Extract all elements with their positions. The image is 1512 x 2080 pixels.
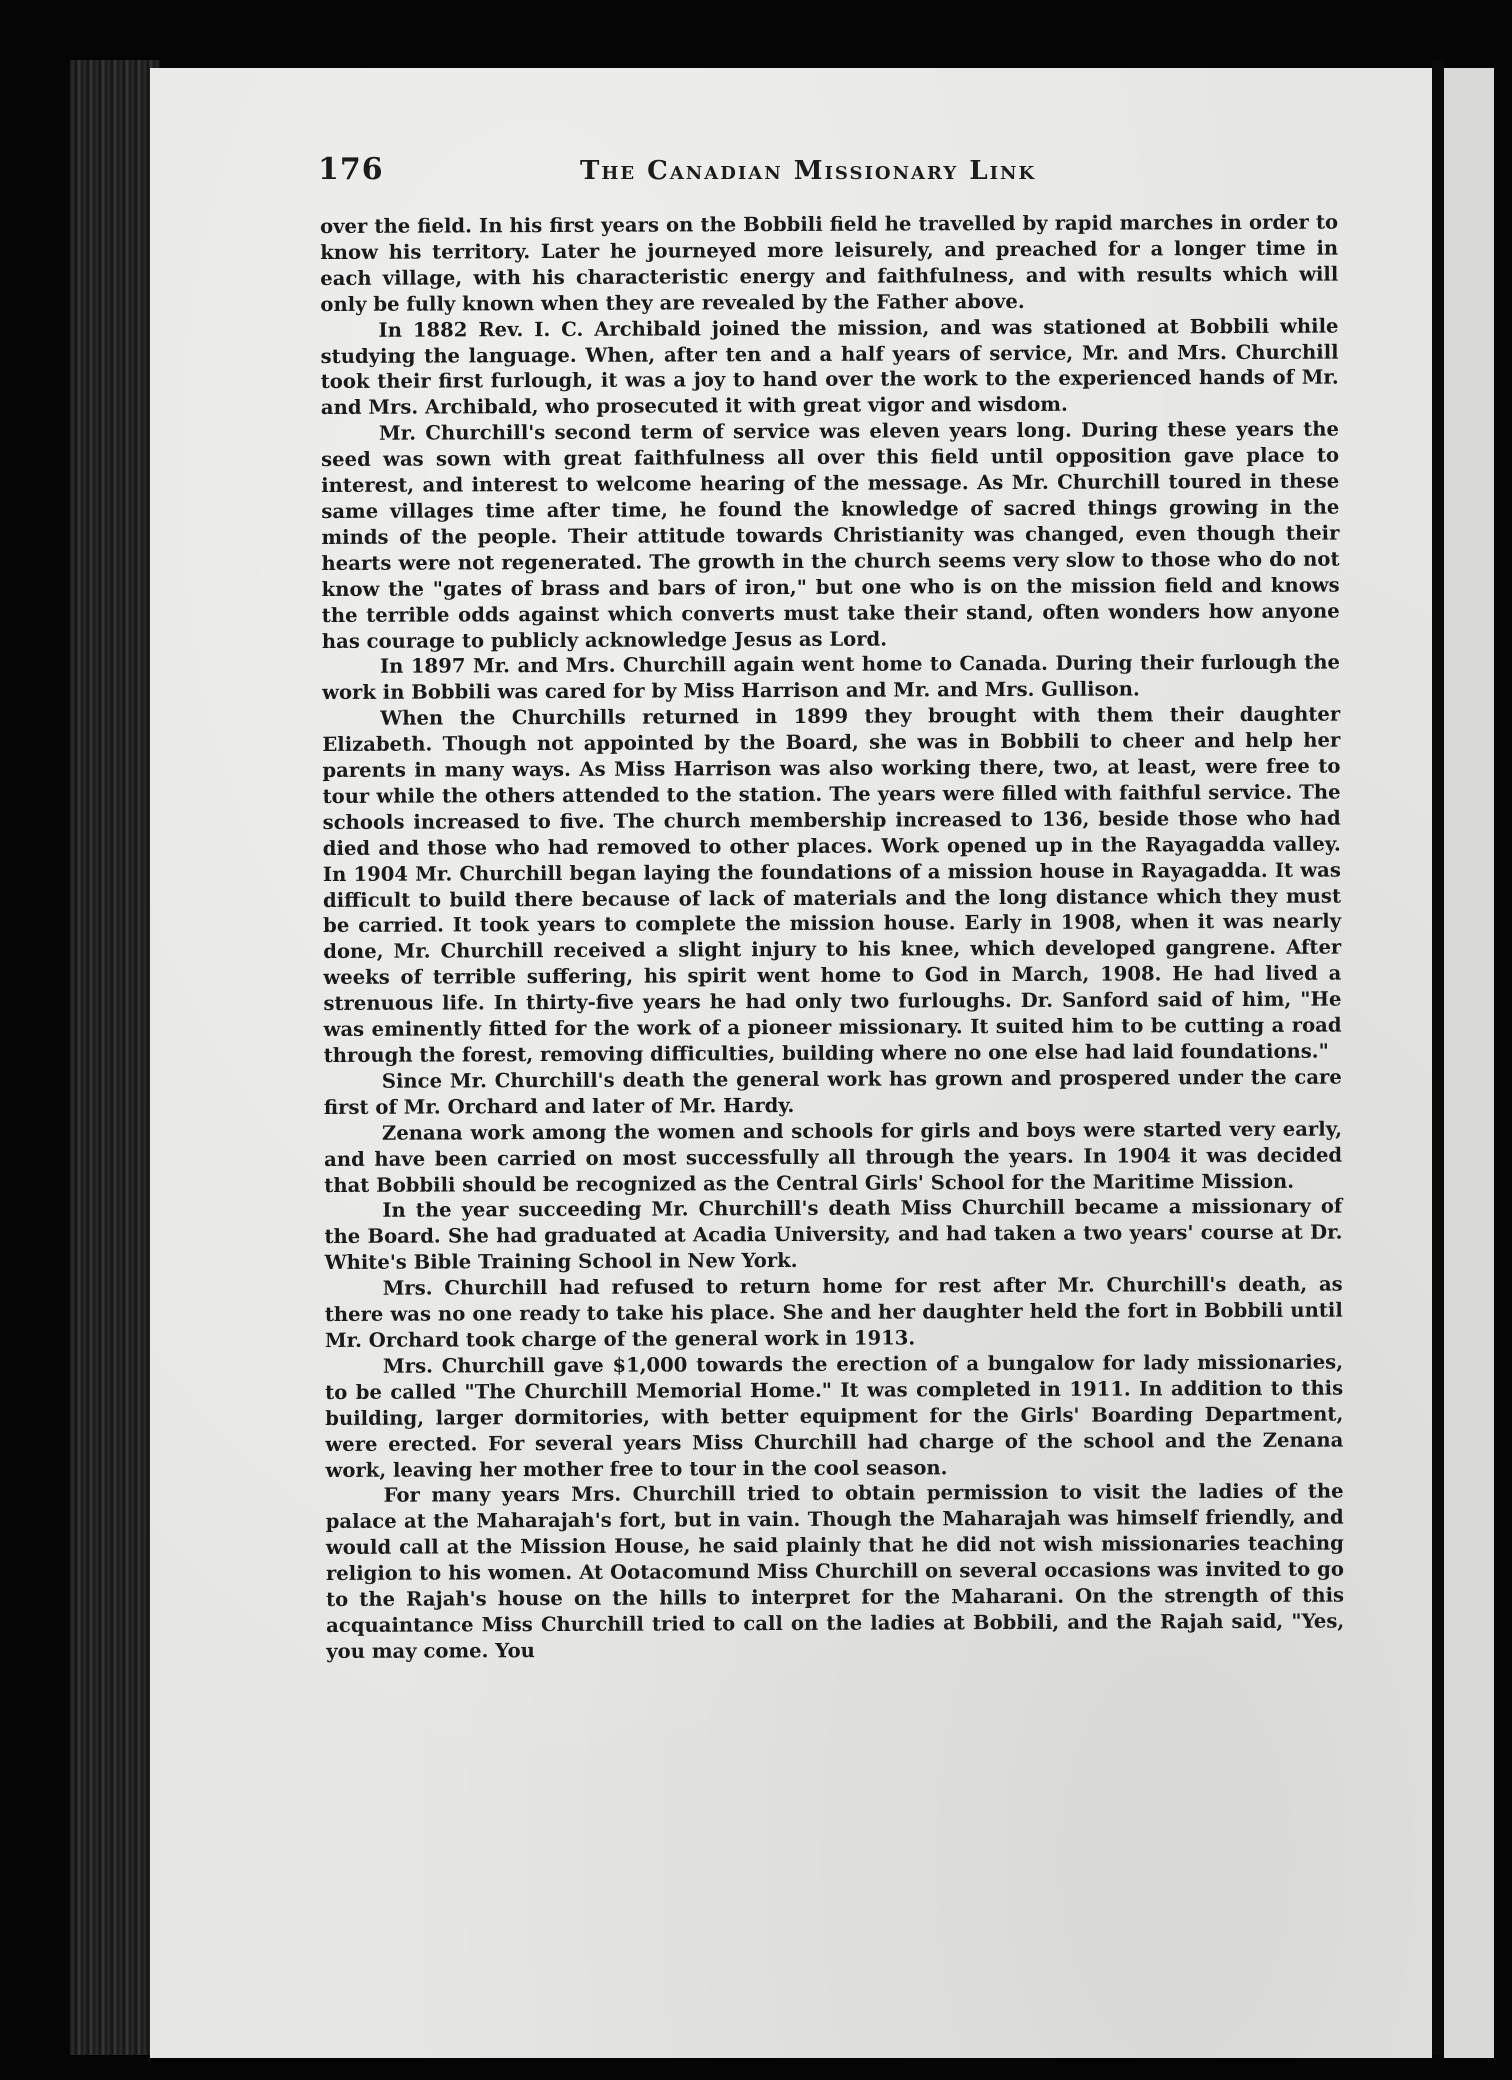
paragraph: When the Churchills returned in 1899 they brought with them their daughter Elizabeth. Though not appointed by the Board, she was in Bobbili to cheer and help her parents in many ways. As Miss Harrison was also working there, two, at least, were free to tour while the others attended to the station. The years were filled with faithful service. The schools increased to five. The church membership increased to 136, beside those who had died and those who had removed to other places. Work opened up in the Rayagadda valley. In 1904 Mr. Churchill began laying the foundations of a mission house in Rayagadda. It was difficult to build there because of lack of materials and the long distance which they must be carried. It took years to complete the mission house. Early in 1908, when it was nearly done, Mr. Churchill received a slight injury to his knee, which developed gangrene. After weeks of terrible suffering, his spirit went home to God in March, 1908. He had lived a strenuous life. In thirty-five years he had only two furloughs. Dr. Sanford said of him, "He was eminently fitted for the work of a pioneer missionary. It suited him to be cutting a road through the forest, removing difficulties, building where no one else had laid foundations." (322, 702, 1342, 1067)
paragraph: Since Mr. Churchill's death the general work has grown and prospered under the care first of Mr. Orchard and later of Mr. Hardy. (323, 1065, 1342, 1119)
paragraph: In 1882 Rev. I. C. Archibald joined the mission, and was stationed at Bobbili while studying the language. When, after ten and a half years of service, Mr. and Mrs. Churchill took their first furlough, it was a joy to hand over the work to the experienced hands of Mr. and Mrs. Archibald, who prosecuted it with great vigor and wisdom. (320, 314, 1339, 420)
body-text (320, 210, 1344, 1665)
adjacent-page-edge (1444, 68, 1494, 2058)
paragraph: Zenana work among the women and schools for girls and boys were started very early, and have been carried on most successfully all through the years. In 1904 it was decided that Bobbili should be recognized as the Central Girls' School for the Maritime Mission. (324, 1117, 1343, 1197)
paragraph: Mr. Churchill's second term of service was eleven years long. During these years the seed was sown with great faithfulness all over this field until opposition gave place to interest, and interest to welcome hearing of the message. As Mr. Churchill toured in these same villages time after time, he found the knowledge of sacred things growing in the minds of the people. Their attitude towards Christianity was changed, even though their hearts were not regenerated. The growth in the church seems very slow to those who do not know the "gates of brass and bars of iron," but one who is on the mission field and knows the terrible odds against which converts must take their stand, often wonders how anyone has courage to publicly acknowledge Jesus as Lord. (321, 417, 1340, 653)
paragraph: In 1897 Mr. and Mrs. Churchill again went home to Canada. During their furlough the work in Bobbili was cared for by Miss Harrison and Mr. and Mrs. Gullison. (322, 650, 1341, 705)
page-header (318, 152, 1318, 192)
paragraph: For many years Mrs. Churchill tried to obtain permission to visit the ladies of the palace at the Maharajah's fort, but in vain. Though the Maharajah was himself friendly, and would call at the Mission House, he said plainly that he did not wish missionaries teaching religion to his women. At Ootacomund Miss Churchill on several occasions was invited to go to the Rajah's house on the hills to interpret for the Maharani. On the strength of this acquaintance Miss Churchill tried to call on the ladies at Bobbili, and the Rajah said, "Yes, you may come. You (325, 1479, 1345, 1663)
running-title: The Canadian Missionary Link (580, 156, 1037, 186)
paragraph: over the field. In his first years on the Bobbili field he travelled by rapid marches in order to know his territory. Later he journeyed more leisurely, and preached for a longer time in each village, with his characteristic energy and faithfulness, and with results which will only be fully known when they are revealed by the Father above. (320, 210, 1339, 316)
page-gutter (1432, 60, 1444, 2055)
paragraph: Mrs. Churchill had refused to return home for rest after Mr. Churchill's death, as there was no one ready to take his place. She and her daughter held the fort in Bobbili until Mr. Orchard took charge of the general work in 1913. (324, 1272, 1343, 1352)
paragraph: Mrs. Churchill gave $1,000 towards the erection of a bungalow for lady missionaries, to be called "The Churchill Memorial Home." It was completed in 1911. In addition to this building, larger dormitories, with better equipment for the Girls' Boarding Department, were erected. For several years Miss Churchill had charge of the school and the Zenana work, leaving her mother free to tour in the cool season. (325, 1350, 1344, 1482)
paragraph: In the year succeeding Mr. Churchill's death Miss Churchill became a missionary of the Board. She had graduated at Acadia University, and had taken a two years' course at Dr. White's Bible Training School in New York. (324, 1194, 1343, 1275)
page-number: 176 (318, 152, 384, 187)
book-edge (70, 60, 160, 2055)
